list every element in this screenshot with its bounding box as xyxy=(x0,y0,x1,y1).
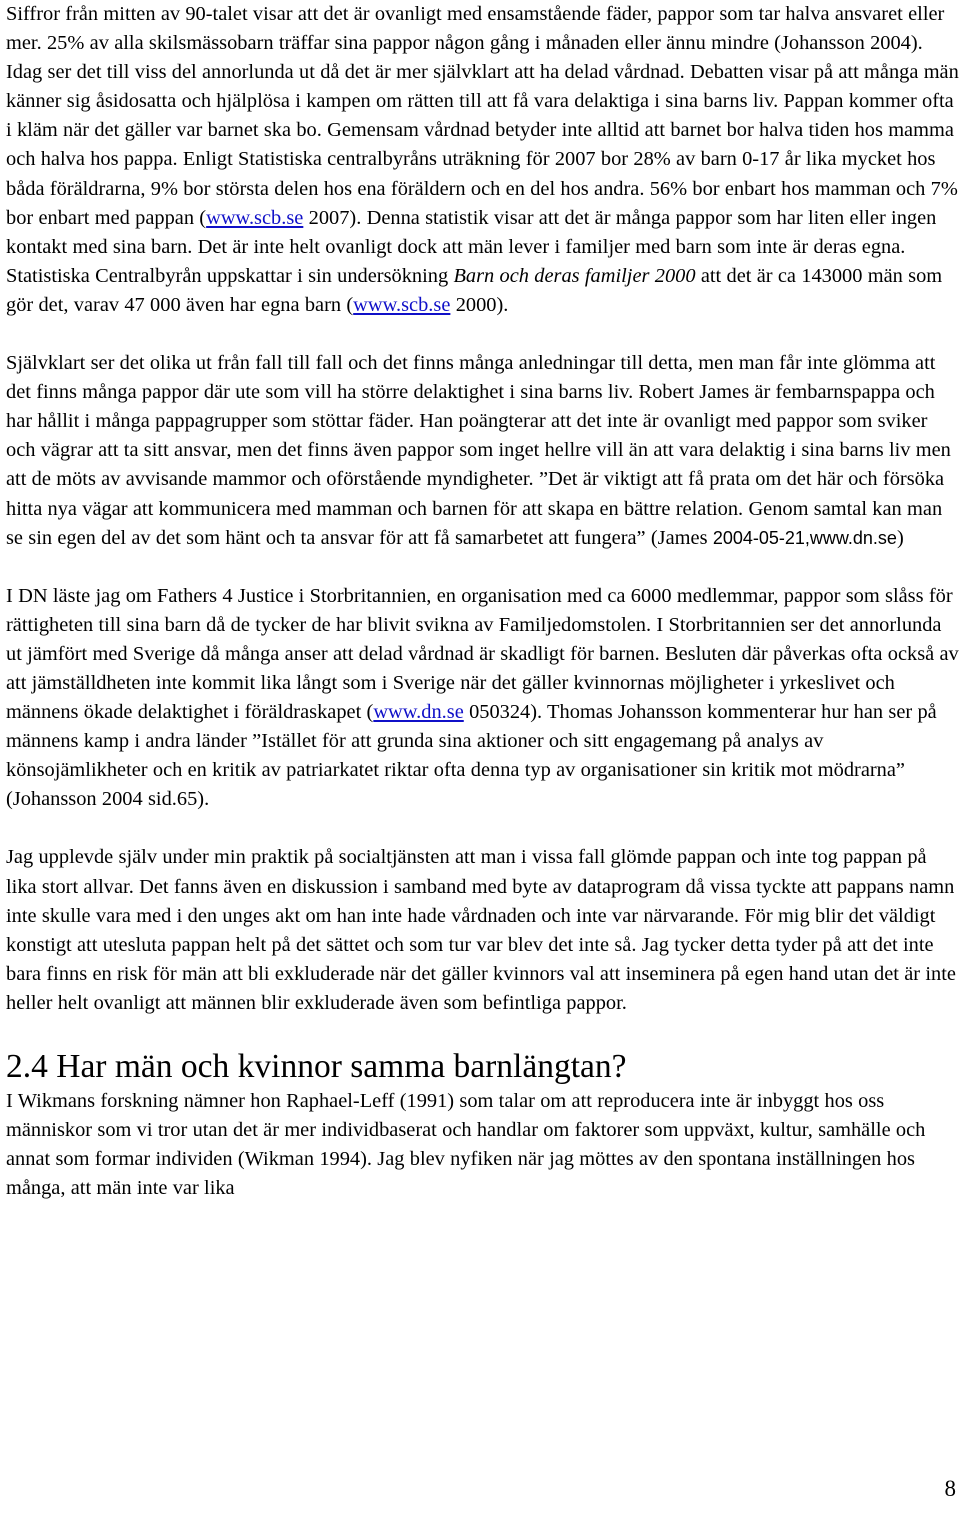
paragraph-custody-statistics xyxy=(6,0,960,320)
paragraph-fathers-4-justice xyxy=(6,582,960,815)
section-heading: 2.4 Har män och kvinnor samma barnlängtan? xyxy=(6,1048,627,1085)
text-run: I Wikmans forskning nämner hon Raphael-Leff (1991) som talar om att reproducera inte är inbyggt hos oss människor som vi tror utan det är mer individbaserat och handlar om faktorer som uppväxt, kultur, samhälle och annat som formar individen (Wikman 1994). Jag blev nyfiken när jag möttes av den spontana inställningen hos många, att män inte var lika xyxy=(6,1090,926,1200)
document-page xyxy=(6,0,960,1203)
paragraph-spacer xyxy=(6,814,960,843)
paragraph-wikman xyxy=(6,1087,960,1203)
link-dn[interactable]: www.dn.se xyxy=(373,701,464,724)
publication-title: Barn och deras familjer 2000 xyxy=(453,264,696,287)
text-run: ) xyxy=(896,526,904,549)
text-run: 2000). xyxy=(450,293,509,316)
text-run: I DN läste jag om Fathers 4 Justice i Storbritannien, en organisation med ca 6000 medlemmar, pappor som slåss för rättigheten till sina barn då de tycker de har blivit svikna av Familjedomstolen. I Storbritannien ser det annorlunda ut jämfört med Sverige då många anser att delad vårdnad är skadligt för barnen. Besluten där påverkas ofta också av att jämställdheten inte kommit lika långt som i Sverige när det gäller kvinnornas möjligheter i yrkeslivet och männens ökade delaktighet i föräldraskapet ( xyxy=(6,584,959,724)
text-run: 2007). Denna statistik visar att det är många pappor som har liten eller ingen kontakt med sina barn. Det är inte helt ovanligt dock att män lever i familjer med barn som inte är deras egna. Statistiska Centralbyrån uppskattar i sin undersökning xyxy=(6,206,937,287)
paragraph-spacer xyxy=(6,320,960,349)
paragraph-spacer xyxy=(6,1018,960,1047)
link-scb-2007[interactable]: www.scb.se xyxy=(206,206,304,229)
text-run: 050324). Thomas Johansson kommenterar hur han ser på männens kamp i andra länder ”Istället för att grunda sina aktioner och sitt engagemang på analys av könsojämlikheter och en kritik av patriarkatet riktar ofta denna typ av organisationer sin kritik mot mödrarna” (Johansson 2004 sid.65). xyxy=(6,701,937,811)
link-scb-2000[interactable]: www.scb.se xyxy=(353,293,451,316)
paragraph-socialtjansten xyxy=(6,843,960,1018)
text-run: Siffror från mitten av 90-talet visar att det är ovanligt med ensamstående fäder, pappor som tar halva ansvaret eller mer. 25% av alla skilsmässobarn träffar sina pappor någon gång i månaden eller ännu mindre (Johansson 2004). Idag ser det till viss del annorlunda ut då det är mer självklart att ha delad vårdnad. Debatten visar på att många män känner sig åsidosatta och hjälplösa i kampen om rätten till att få vara delaktiga i sina barns liv. Pappan kommer ofta i kläm när det gäller var barnet ska bo. Gemensam vårdnad betyder inte alltid att barnet bor halva tiden hos mamma och halva hos pappa. Enligt Statistiska centralbyråns uträkning för 2007 bor 28% av barn 0-17 år lika mycket hos båda föräldrarna, 9% bor största delen hos ena föräldern och en del hos andra. 56% bor enbart hos mamman och 7% bor enbart med pappan ( xyxy=(6,3,959,229)
paragraph-robert-james xyxy=(6,349,960,553)
text-run: Självklart ser det olika ut från fall till fall och det finns många anledningar till detta, men man får inte glömma att det finns många pappor där ute som vill ha större delaktighet i sina barns liv. Robert James är fembarnspappa och har hållit i många pappagrupper som stöttar fäder. Han poängterar att det inte är ovanligt med pappor som sviker och vägrar att ta sitt ansvar, men det finns även pappor som inget hellre vill än att vara delaktig i sina barns liv men att de möts av avvisande mammor och oförstående myndigheter. ”Det är viktigt att få prata om det här och försöka hitta nya vägar att kommunicera med mamman och barnen för att skapa en bättre relation. Genom samtal kan man se sin egen del av det som hänt och ta ansvar för att få samarbetet att fungera” (James xyxy=(6,352,951,549)
paragraph-spacer xyxy=(6,553,960,582)
citation-date: 2004-05-21,www.dn.se xyxy=(712,527,897,548)
text-run: att det är ca 143000 män som gör det, varav 47 000 även har egna barn ( xyxy=(6,264,943,316)
page-number: 8 xyxy=(944,1476,956,1501)
text-run: Jag upplevde själv under min praktik på socialtjänsten att man i vissa fall glömde pappan och inte tog pappan på lika stort allvar. Det fanns även en diskussion i samband med byte av dataprogram då vissa tyckte att pappans namn inte skulle vara med i den unges akt om han inte hade vårdnaden och inte var närvarande. För mig blir det väldigt konstigt att utesluta pappan helt på det sättet och som tur var blev det inte så. Jag tycker detta tyder på att det inte bara finns en risk för män att bli exkluderade när det gäller kvinnors val att inseminera på egen hand utan det är inte heller helt ovanligt att männen blir exkluderade även som befintliga pappor. xyxy=(6,846,956,1014)
